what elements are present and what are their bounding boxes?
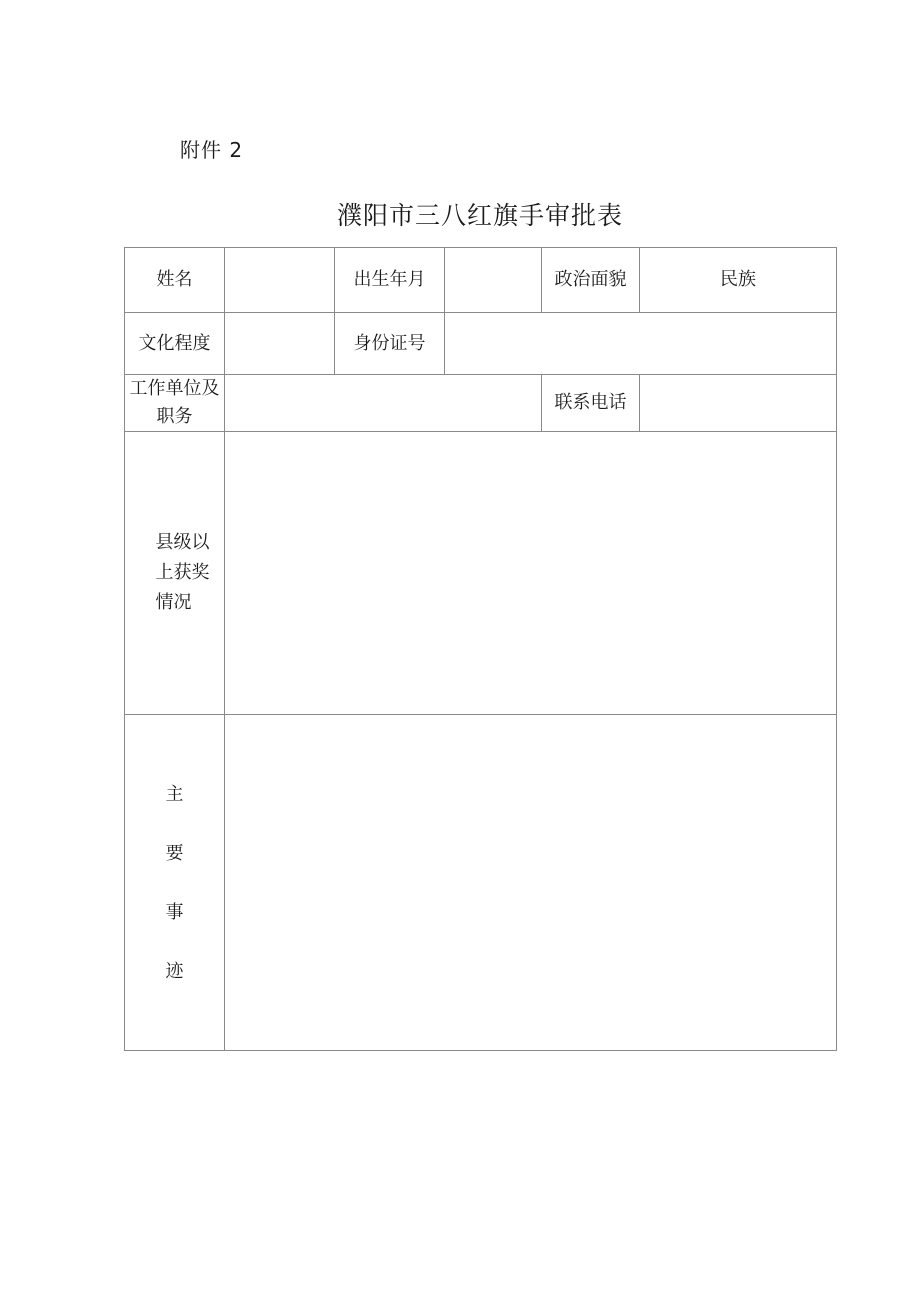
birth-label: 出生年月 — [335, 248, 445, 313]
workplace-value-cell[interactable] — [225, 375, 542, 432]
deeds-char-3: 事 — [165, 901, 184, 923]
phone-label: 联系电话 — [542, 375, 640, 432]
political-label: 政治面貌 — [542, 248, 640, 313]
approval-form-table — [124, 247, 837, 1051]
form-title: 濮阳市三八红旗手审批表 — [336, 201, 623, 230]
education-value-cell[interactable] — [225, 313, 335, 375]
id-label: 身份证号 — [335, 313, 445, 375]
ethnicity-label: 民族 — [640, 248, 837, 313]
name-label: 姓名 — [125, 248, 225, 313]
phone-value-cell[interactable] — [640, 375, 837, 432]
id-value-cell[interactable] — [445, 313, 837, 375]
deeds-char-2: 要 — [165, 842, 184, 864]
education-label: 文化程度 — [125, 313, 225, 375]
birth-value-cell[interactable] — [445, 248, 542, 313]
awards-value-cell[interactable] — [225, 432, 837, 715]
awards-label: 县级以上获奖情况 — [155, 532, 210, 613]
attachment-label: 附件 2 — [180, 138, 244, 162]
name-value-cell[interactable] — [225, 248, 335, 313]
deeds-char-4: 迹 — [165, 960, 184, 982]
deeds-char-1: 主 — [165, 783, 184, 805]
deeds-label-cell — [125, 715, 225, 1051]
workplace-label: 工作单位及职务 — [125, 375, 225, 432]
awards-label-cell — [125, 432, 225, 715]
deeds-value-cell[interactable] — [225, 715, 837, 1051]
